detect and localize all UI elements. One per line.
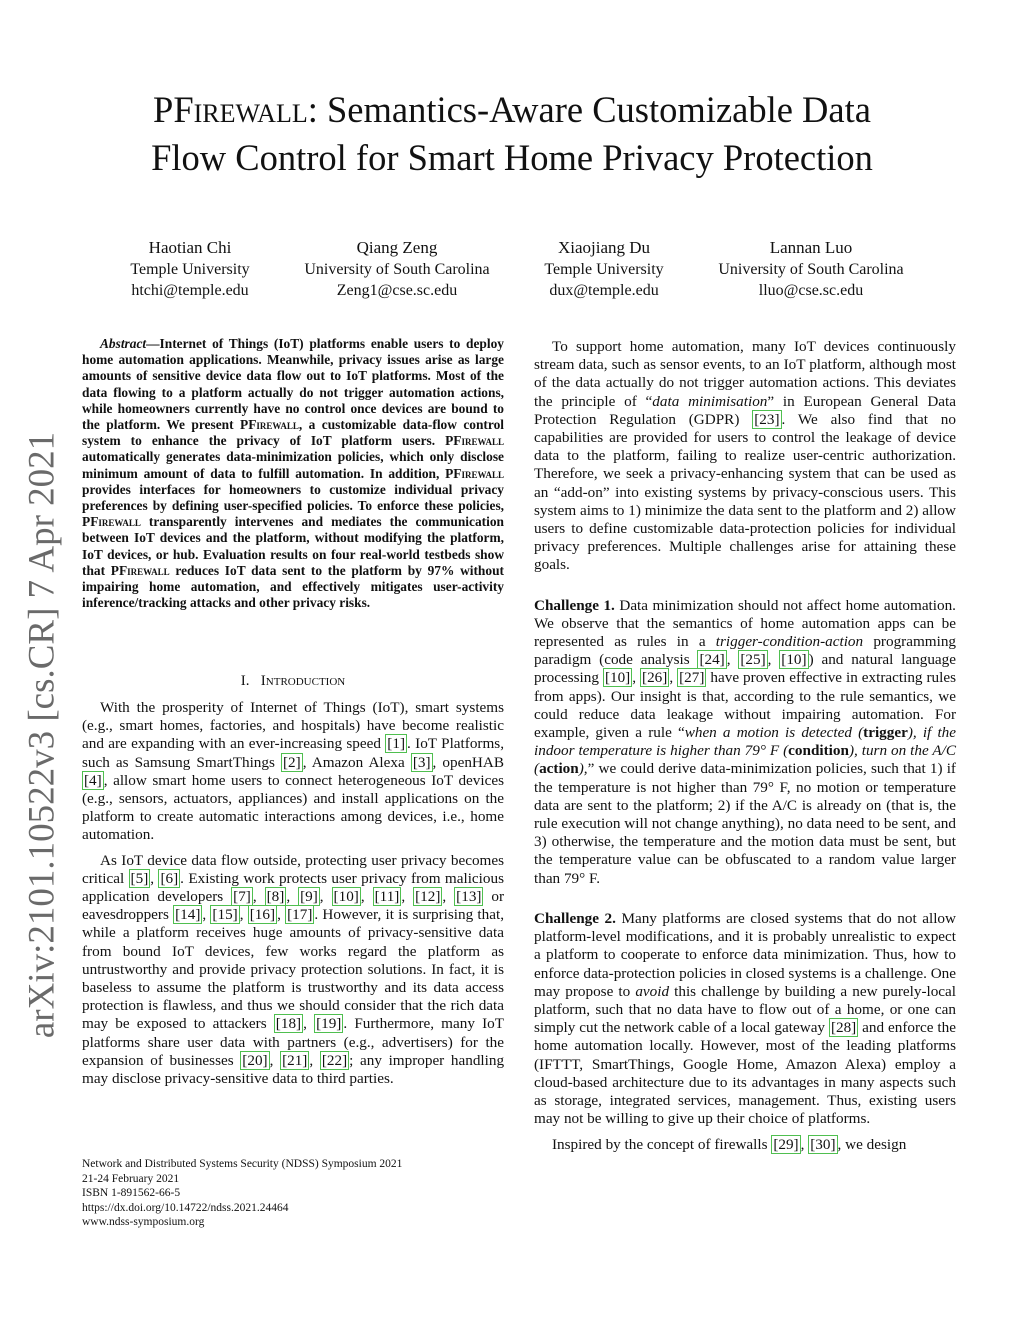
author-email: dux@temple.edu — [549, 282, 659, 299]
text: , — [286, 888, 299, 906]
citation-link[interactable]: [15] — [212, 906, 238, 924]
citation-link[interactable]: [9] — [300, 888, 318, 906]
citation-link[interactable]: [7] — [233, 888, 251, 906]
citation-link[interactable]: [30] — [810, 1136, 836, 1154]
text: , — [319, 888, 332, 906]
text: trigger-condition-action — [715, 633, 864, 651]
abstract-text: Internet of Things (IoT) platforms enable users to deploy home automation applications. Meanwhile, privacy issues arise as large amounts of sensitive device data flow out to IoT platforms. Most of the data flowing to a platform actually do not trigger automation actions, while homeowners currently have no control once devices are bound to the platform. We present — [82, 336, 504, 433]
text: ” in European General Data Protection Regulation (GDPR) — [534, 392, 956, 428]
citation-link[interactable]: [6] — [160, 869, 179, 887]
citation-link[interactable]: [4] — [84, 771, 102, 789]
challenge-1-label: Challenge 1. — [534, 596, 615, 614]
right-column — [534, 338, 956, 1155]
section-heading-introduction — [82, 673, 504, 690]
author-name: Xiaojiang Du — [557, 238, 651, 257]
citation-link[interactable]: [26] — [642, 669, 668, 687]
citation-link[interactable]: [27] — [679, 669, 705, 687]
abstract-text: , a customizable data-flow control system to enhance the privacy of IoT platform users. — [82, 417, 504, 449]
text: ” we could derive data-minimization policies, such that 1) if the temperature is not higher than 79° F, no motion or temperature data are sent to the platform; 2) if the A/C is already on (that is, the rule execution will not change anything), no data need to be sent, and 3) otherwise, the temperature and the motion data must be sent, but the temperature value can be obfuscated to a random value larger than 79° F. — [534, 760, 956, 887]
text: , — [303, 1015, 315, 1033]
text: , — [239, 906, 248, 924]
right-paragraph-last — [534, 1136, 956, 1154]
text: . IoT Platforms, such as Samsung SmartThings — [82, 735, 504, 771]
author-email: htchi@temple.edu — [131, 282, 249, 299]
system-name: P — [240, 417, 249, 433]
footer-doi-link[interactable]: https://dx.doi.org/10.14722/ndss.2021.24464 — [82, 1201, 289, 1214]
text: condition — [788, 742, 849, 760]
citation-link[interactable]: [24] — [699, 651, 725, 669]
text: ) and natural language processing — [534, 651, 956, 687]
abstract-text: transparently intervenes and mediates the communication between IoT devices and the platform, without modifying the platform, IoT devices, or hub. Evaluation results on four real-world testbeds show that — [82, 514, 504, 578]
citation-link[interactable]: [17] — [287, 906, 313, 924]
system-name: Firewall — [248, 417, 299, 433]
footer-line: ISBN 1-891562-66-5 — [82, 1187, 181, 1199]
text: , — [252, 888, 265, 906]
text: , — [309, 1051, 320, 1069]
text: ), turn on the A/C ( — [534, 742, 956, 778]
text: , — [726, 651, 739, 669]
text: . Existing work protects user privacy from malicious application developers — [82, 869, 504, 906]
text: , — [360, 888, 373, 906]
author-affiliation: Temple University — [130, 260, 250, 278]
citation-link[interactable]: [10] — [604, 669, 631, 687]
citation-link[interactable]: [12] — [415, 888, 441, 906]
text: action — [539, 760, 579, 778]
text: Many platforms are closed systems that do not allow platform-level modifications, and it is probably unrealistic to expect a platform to cooperate to enforce data minimization. Thus, how to enforce data-protection policies in closed systems is a challenge. One may propose to — [534, 909, 956, 1000]
text: data minimisation — [652, 392, 768, 410]
text: , — [442, 888, 455, 906]
text: ), — [578, 760, 588, 778]
citation-link[interactable]: [1] — [387, 735, 406, 753]
text: avoid — [635, 982, 670, 1000]
system-name: Firewall — [118, 562, 170, 578]
author-affiliation: University of South Carolina — [304, 260, 490, 278]
author-name: Lannan Luo — [769, 238, 853, 257]
text: Inspired by the concept of firewalls — [552, 1136, 772, 1154]
system-name: Firewall — [453, 433, 504, 449]
text: Data minimization should not affect home automation. We observe that the semantics of home automation apps can be represented as rules in a — [534, 596, 956, 651]
system-name: P — [82, 514, 91, 530]
citation-link[interactable]: [2] — [283, 753, 301, 771]
title-p-letter: P — [153, 89, 174, 130]
citation-link[interactable]: [5] — [130, 869, 149, 887]
abstract — [82, 336, 504, 611]
title-line2: Flow Control for Smart Home Privacy Protection — [151, 137, 873, 178]
abstract-text: provides interfaces for homeowners to customize individual privacy preferences by defining user-specified policies. To enforce these policies, — [82, 481, 504, 514]
abstract-dash: — — [146, 336, 160, 351]
intro-column — [82, 699, 504, 1088]
author-name: Haotian Chi — [148, 238, 232, 257]
section-title: Introduction — [260, 673, 346, 689]
text: With the prosperity of Internet of Things (IoT), smart systems (e.g., smart homes, factories, and hospitals) have become realistic and are expanding with an ever-increasing speed — [82, 699, 504, 753]
citation-link[interactable]: [21] — [282, 1051, 308, 1069]
author-name: Qiang Zeng — [356, 238, 438, 257]
text: . We also find that no capabilities are provided for users to control the leakage of device data to the platform, failing to realize user-centric authorization. Therefore, we seek a privacy-enhancing system that can be used as an “add-on” into existing systems by privacy-conscious users. This system aims to 1) minimize the data sent to the platform and 2) allow users to define customizable data-protection policies for individual privacy preferences. Multiple challenges arise for attaining these goals. — [534, 410, 956, 574]
title-firewall: Firewall — [173, 89, 308, 130]
citation-link[interactable]: [11] — [374, 888, 400, 906]
citation-link[interactable]: [10] — [333, 888, 359, 906]
author-affiliation: Temple University — [544, 260, 664, 278]
text: , — [401, 888, 414, 906]
system-name: Firewall — [90, 514, 141, 530]
text: , — [767, 651, 780, 669]
citation-link[interactable]: [16] — [249, 906, 276, 924]
text: have proven effective in extracting rules from apps). Our insight is that, according to the rule semantics, we could reduce data leakage without impairing automation. For example, given a rule “ — [534, 669, 957, 742]
text: this challenge by building a new purely-local platform, such that no data have to flow out of a home, or one can simply cut the network cable of a local gateway — [534, 982, 957, 1037]
text: , — [669, 669, 678, 687]
citation-link[interactable]: [3] — [412, 753, 431, 771]
author-email: Zeng1@cse.sc.edu — [336, 282, 458, 299]
system-name: P — [445, 465, 454, 481]
text: and enforce the home automation locally. However, most of the leading platforms (IFTTT, SmartThings, Google Home, Amazon Alexa) employ a cloud-based architecture due to its advantages in many aspects such as storage, integrated services, management. Thus, existing users may not be willing to give up their choice of platforms. — [534, 1019, 956, 1128]
footer-line: 21-24 February 2021 — [82, 1172, 180, 1185]
paper-title — [80, 86, 944, 182]
right-paragraph-1 — [534, 338, 956, 575]
text: when a motion is detected ( — [684, 724, 864, 742]
citation-link[interactable]: [18] — [275, 1015, 302, 1033]
challenge-1-paragraph — [534, 597, 956, 888]
text: or eavesdroppers — [82, 888, 505, 924]
footer-line: Network and Distributed Systems Security (NDSS) Symposium 2021 — [82, 1158, 403, 1170]
citation-link[interactable]: [23] — [754, 410, 780, 428]
text: . However, it is surprising that, while a platform receives huge amounts of privacy-sensitive data from bound IoT devices, few works regard the platform as untrustworthy and provide privacy protection solutions. In fact, it is baseless to assume the platform is trustworthy and its data access protection is flawless, and thus we should consider that the rich data may be exposed to attackers — [82, 906, 505, 1033]
title-line1: : Semantics-Aware Customizable Data — [307, 89, 871, 130]
text: , — [150, 869, 159, 887]
citation-link[interactable]: [14] — [175, 906, 201, 924]
citation-link[interactable]: [19] — [316, 1015, 342, 1033]
text: , — [269, 1051, 281, 1069]
text: , openHAB — [432, 753, 505, 771]
text: ), if the indoor temperature is higher than 79° F ( — [534, 724, 956, 760]
citation-link[interactable]: [28] — [830, 1019, 857, 1037]
citation-link[interactable]: [25] — [740, 651, 766, 669]
text: , — [202, 906, 211, 924]
intro-paragraph-2 — [82, 852, 504, 1089]
text: , — [800, 1136, 809, 1154]
footnote-venue — [82, 1157, 504, 1230]
intro-paragraph-1 — [82, 699, 504, 845]
citation-link[interactable]: [20] — [242, 1051, 268, 1069]
challenge-2-paragraph — [534, 910, 956, 1128]
citation-link[interactable]: [13] — [456, 888, 482, 906]
text: , — [277, 906, 286, 924]
citation-link[interactable]: [10] — [781, 651, 807, 669]
text: , — [632, 669, 641, 687]
system-name: P — [110, 562, 119, 578]
text: As IoT device data flow outside, protecting user privacy becomes critical — [82, 851, 504, 887]
text: trigger — [863, 724, 908, 742]
text: , Amazon Alexa — [302, 753, 411, 771]
system-name: Firewall — [453, 465, 504, 481]
text: , allow smart home users to connect heterogeneous IoT devices (e.g., sensors, actuators, appliances) and install applications on the platform to create automatic interactions among devices, i.e., home automation. — [82, 771, 504, 844]
author-affiliation: University of South Carolina — [718, 260, 904, 278]
author-email: lluo@cse.sc.edu — [758, 282, 864, 299]
footer-website-link[interactable]: www.ndss-symposium.org — [82, 1216, 205, 1228]
abstract-label: Abstract — [100, 336, 147, 351]
abstract-text: automatically generates data-minimization policies, which only disclose minimum amount of data to fulfill automation. In addition, — [82, 449, 504, 481]
text: . Furthermore, many IoT platforms share user data with partners (e.g., advertisers) for the expansion of businesses — [82, 1015, 505, 1069]
abstract-text: reduces IoT data sent to the platform by 97% without impairing home automation, and effectively mitigates user-activity inference/tracking attacks and other privacy risks. — [82, 562, 504, 611]
citation-link[interactable]: [8] — [266, 888, 285, 906]
challenge-2-label: Challenge 2. — [534, 909, 616, 927]
text: , we design — [837, 1136, 907, 1154]
author-block — [686, 237, 936, 302]
system-name: P — [445, 433, 454, 449]
text: ; any improper handling may disclose privacy-sensitive data to third parties. — [82, 1051, 505, 1088]
text: To support home automation, many IoT devices continuously stream data, such as sensor events, to an IoT platform, although most of the data actually do not trigger automation actions. This deviates the principle of “ — [534, 338, 956, 410]
text: programming paradigm (code analysis — [534, 633, 957, 669]
arxiv-identifier: arXiv:2101.10522v3 [cs.CR] 7 Apr 2021 — [21, 431, 63, 1039]
citation-link[interactable]: [29] — [773, 1136, 799, 1154]
citation-link[interactable]: [22] — [321, 1051, 348, 1069]
section-number: I. — [240, 673, 250, 689]
